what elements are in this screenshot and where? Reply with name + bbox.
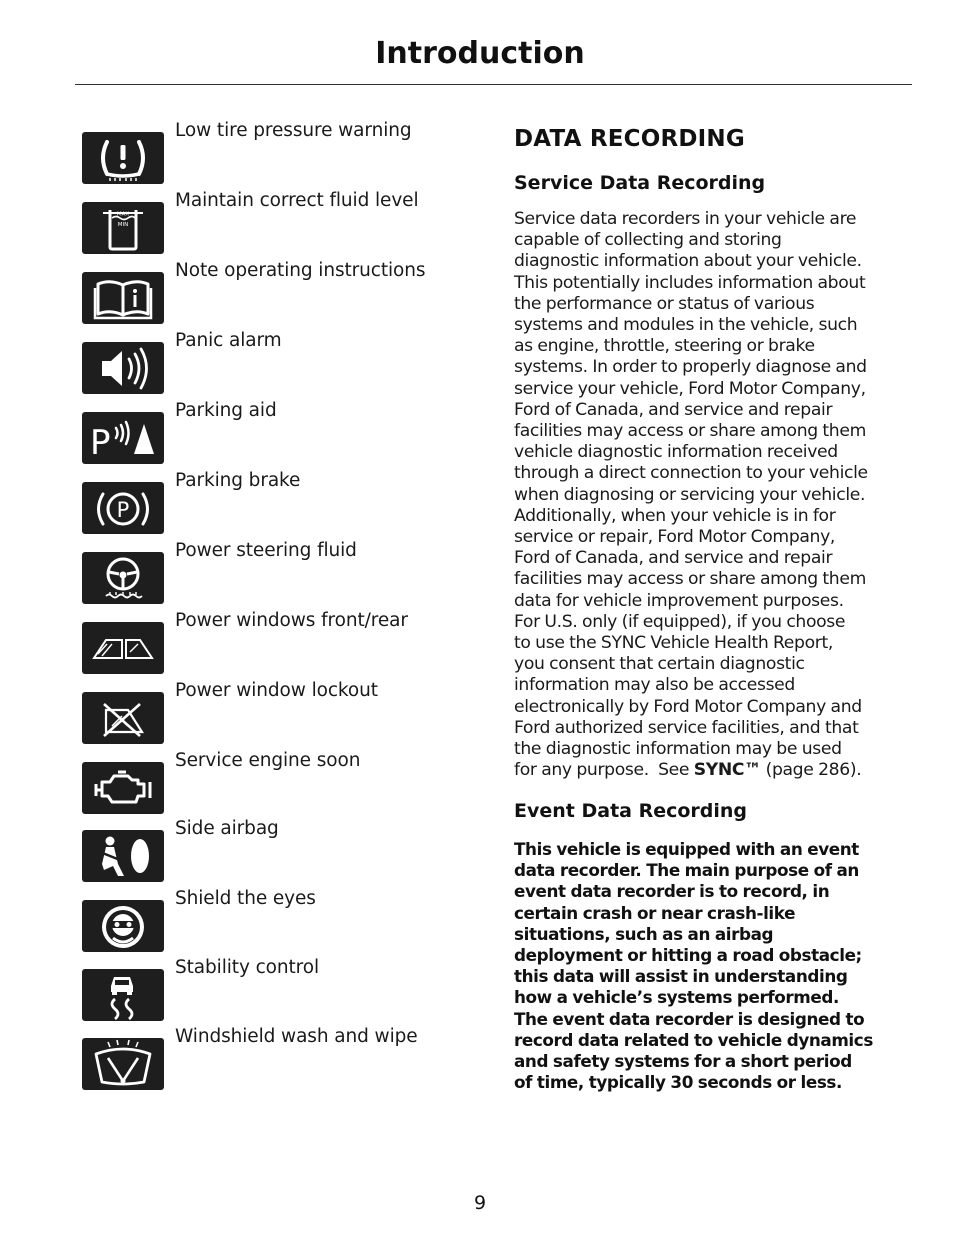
paragraph-line: Ford of Canada, and service and repair xyxy=(514,548,833,569)
symbol-row xyxy=(82,330,462,394)
paragraph-line: capable of collecting and storing xyxy=(514,230,782,251)
symbol-label: Maintain correct fluid level xyxy=(175,190,419,211)
manual-book-icon xyxy=(82,272,164,324)
paragraph-line xyxy=(514,760,910,781)
paragraph-line: through a direct connection to your vehicle xyxy=(514,463,868,484)
symbol-label: Stability control xyxy=(175,957,320,978)
header-divider xyxy=(75,84,912,85)
fluid-level-icon xyxy=(82,202,164,254)
symbol-row xyxy=(82,957,462,1021)
symbol-row xyxy=(82,1026,462,1090)
paragraph-line: and safety systems for a short period xyxy=(514,1051,852,1072)
event-data-heading: Event Data Recording xyxy=(514,800,748,822)
service-data-paragraph xyxy=(514,209,910,781)
paragraph-line: Ford authorized service facilities, and that xyxy=(514,717,859,738)
symbol-label: Note operating instructions xyxy=(175,260,426,281)
paragraph-line: certain crash or near crash-like xyxy=(514,902,796,923)
paragraph-line: this data will assist in understanding xyxy=(514,966,848,987)
symbol-label: Panic alarm xyxy=(175,330,282,351)
sync-reference-link[interactable]: SYNC™ xyxy=(693,760,761,781)
symbol-row xyxy=(82,540,462,604)
page-reference: (page 286). xyxy=(760,760,862,781)
symbol-label: Shield the eyes xyxy=(175,888,316,909)
paragraph-line: as engine, throttle, steering or brake xyxy=(514,336,815,357)
paragraph-line: service your vehicle, Ford Motor Company, xyxy=(514,378,866,399)
section-heading: DATA RECORDING xyxy=(514,126,745,152)
page-number: 9 xyxy=(473,1192,487,1214)
paragraph-line: the performance or status of various xyxy=(514,293,815,314)
parking-aid-letter: P xyxy=(90,423,111,463)
symbol-row xyxy=(82,818,462,882)
parking-brake-icon xyxy=(82,482,164,534)
symbol-row xyxy=(82,260,462,324)
parking-aid-icon xyxy=(82,412,164,464)
paragraph-line: data recorder. The main purpose of an xyxy=(514,860,859,881)
symbol-row xyxy=(82,750,462,814)
paragraph-line: service or repair, Ford Motor Company, xyxy=(514,527,836,548)
symbol-label: Power steering fluid xyxy=(175,540,357,561)
paragraph-line: Ford of Canada, and service and repair xyxy=(514,399,833,420)
paragraph-line: the diagnostic information may be used xyxy=(514,739,842,760)
symbol-label: Service engine soon xyxy=(175,750,361,771)
paragraph-line: Service data recorders in your vehicle are xyxy=(514,209,857,229)
event-data-paragraph xyxy=(514,839,910,1093)
paragraph-line: you consent that certain diagnostic xyxy=(514,654,805,675)
paragraph-line: systems and modules in the vehicle, such xyxy=(514,315,858,336)
symbol-row xyxy=(82,120,462,184)
windshield-wiper-icon xyxy=(82,1038,164,1090)
side-airbag-icon xyxy=(82,830,164,882)
paragraph-line: This vehicle is equipped with an event xyxy=(514,839,859,859)
paragraph-line: electronically by Ford Motor Company and xyxy=(514,696,862,717)
symbol-row xyxy=(82,470,462,534)
paragraph-line: deployment or hitting a road obstacle; xyxy=(514,945,862,966)
symbol-row xyxy=(82,190,462,254)
symbol-label: Parking brake xyxy=(175,470,301,491)
steering-wheel-icon xyxy=(82,552,164,604)
paragraph-line: This potentially includes information about xyxy=(514,272,866,293)
symbol-label: Side airbag xyxy=(175,818,279,839)
symbol-label: Parking aid xyxy=(175,400,277,421)
paragraph-line: facilities may access or share among them xyxy=(514,569,866,590)
paragraph-line: information may also be accessed xyxy=(514,675,795,696)
paragraph-line: Additionally, when your vehicle is in for xyxy=(514,505,836,526)
window-lockout-icon xyxy=(82,692,164,744)
paragraph-line: For U.S. only (if equipped), if you choose xyxy=(514,611,846,632)
paragraph-line: data for vehicle improvement purposes. xyxy=(514,590,844,611)
symbol-row xyxy=(82,680,462,744)
symbol-row xyxy=(82,610,462,674)
paragraph-line: how a vehicle’s systems performed. xyxy=(514,987,839,1008)
speaker-icon xyxy=(82,342,164,394)
symbol-label: Power window lockout xyxy=(175,680,378,701)
stability-control-icon xyxy=(82,969,164,1021)
symbol-label: Windshield wash and wipe xyxy=(175,1026,418,1047)
paragraph-line: to use the SYNC Vehicle Health Report, xyxy=(514,633,833,654)
paragraph-line: facilities may access or share among them xyxy=(514,421,866,442)
page-title: Introduction xyxy=(375,36,585,71)
power-window-icon xyxy=(82,622,164,674)
engine-icon xyxy=(82,762,164,814)
symbol-label: Power windows front/rear xyxy=(175,610,408,631)
paragraph-line: event data recorder is to record, in xyxy=(514,881,830,902)
symbol-label: Low tire pressure warning xyxy=(175,120,412,141)
paragraph-line: The event data recorder is designed to xyxy=(514,1008,865,1029)
eye-shield-icon xyxy=(82,900,164,952)
paragraph-line: systems. In order to properly diagnose and xyxy=(514,357,867,378)
paragraph-line: vehicle diagnostic information received xyxy=(514,442,838,463)
paragraph-line: record data related to vehicle dynamics xyxy=(514,1029,873,1050)
paragraph-line: situations, such as an airbag xyxy=(514,923,774,944)
parking-brake-letter: P xyxy=(116,498,130,522)
service-data-heading: Service Data Recording xyxy=(514,172,766,194)
symbol-row xyxy=(82,888,462,952)
fluid-max-marker: MAX xyxy=(116,211,130,218)
paragraph-line: of time, typically 30 seconds or less. xyxy=(514,1072,842,1093)
tire-pressure-icon xyxy=(82,132,164,184)
paragraph-line: diagnostic information about your vehicle. xyxy=(514,251,862,272)
symbol-row xyxy=(82,400,462,464)
line-text: for any purpose. See xyxy=(514,760,694,781)
fluid-min-marker: MIN xyxy=(117,222,129,228)
paragraph-line: when diagnosing or servicing your vehicle. xyxy=(514,484,866,505)
